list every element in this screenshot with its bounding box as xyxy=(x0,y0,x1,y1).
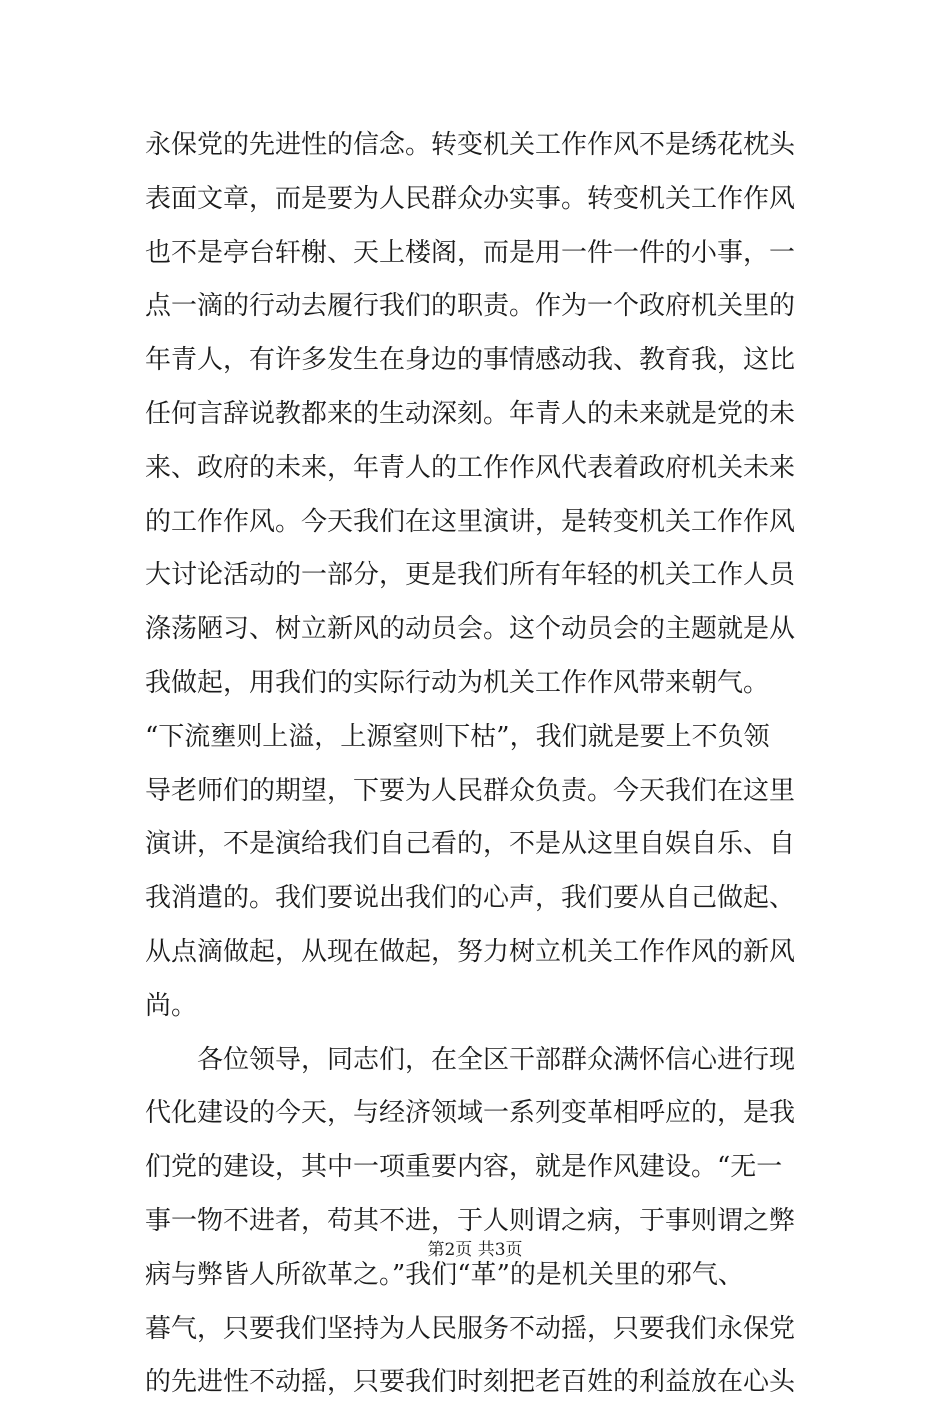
text-line: 导老师们的期望，下要为人民群众负责。今天我们在这里 xyxy=(145,775,796,806)
text-line: 从点滴做起，从现在做起，努力树立机关工作作风的新风 xyxy=(145,936,796,967)
text-line: 年青人，有许多发生在身边的事情感动我、教育我，这比 xyxy=(145,345,796,376)
text-line: 我做起，用我们的实际行动为机关工作作风带来朝气。 xyxy=(145,667,770,698)
text-line: 点一滴的行动去履行我们的职责。作为一个政府机关里的 xyxy=(145,291,796,322)
text-line: 代化建设的今天，与经济领域一系列变革相呼应的，是我 xyxy=(145,1098,796,1129)
text-line: 来、政府的未来，年青人的工作作风代表着政府机关未来 xyxy=(145,452,796,483)
text-line: 的工作作风。今天我们在这里演讲，是转变机关工作作风 xyxy=(145,506,796,537)
text-line: 也不是亭台轩榭、天上楼阁，而是用一件一件的小事，一 xyxy=(145,237,796,268)
text-line: 们党的建设，其中一项重要内容，就是作风建设。“无一 xyxy=(145,1152,783,1183)
text-line: 大讨论活动的一部分，更是我们所有年轻的机关工作人员 xyxy=(145,560,796,591)
page-number-footer: 第2页 共3页 xyxy=(427,1240,523,1260)
text-line: 任何言辞说教都来的生动深刻。年青人的未来就是党的未 xyxy=(145,398,796,429)
text-line: 涤荡陋习、树立新风的动员会。这个动员会的主题就是从 xyxy=(145,614,796,645)
text-line: 我消遣的。我们要说出我们的心声，我们要从自己做起、 xyxy=(145,883,796,914)
text-line: 永保党的先进性的信念。转变机关工作作风不是绣花枕头 xyxy=(145,130,796,160)
body-text xyxy=(145,119,815,1410)
text-line: 暮气，只要我们坚持为人民服务不动摇，只要我们永保党 xyxy=(145,1313,796,1344)
text-line: 事一物不进者，苟其不进，于人则谓之病，于事则谓之弊 xyxy=(145,1205,796,1236)
text-line: 各位领导，同志们，在全区干部群众满怀信心进行现 xyxy=(145,1044,796,1075)
text-line: 尚。 xyxy=(145,990,198,1021)
text-line: 表面文章，而是要为人民群众办实事。转变机关工作作风 xyxy=(145,183,796,214)
text-line: “下流壅则上溢，上源窒则下枯”，我们就是要上不负领 xyxy=(145,721,770,752)
text-line: 演讲，不是演给我们自己看的，不是从这里自娱自乐、自 xyxy=(145,829,796,860)
text-line: 病与弊皆人所欲革之。”我们“革”的是机关里的邪气、 xyxy=(145,1259,744,1290)
text-line: 的先进性不动摇，只要我们时刻把老百姓的利益放在心头 xyxy=(145,1367,796,1398)
